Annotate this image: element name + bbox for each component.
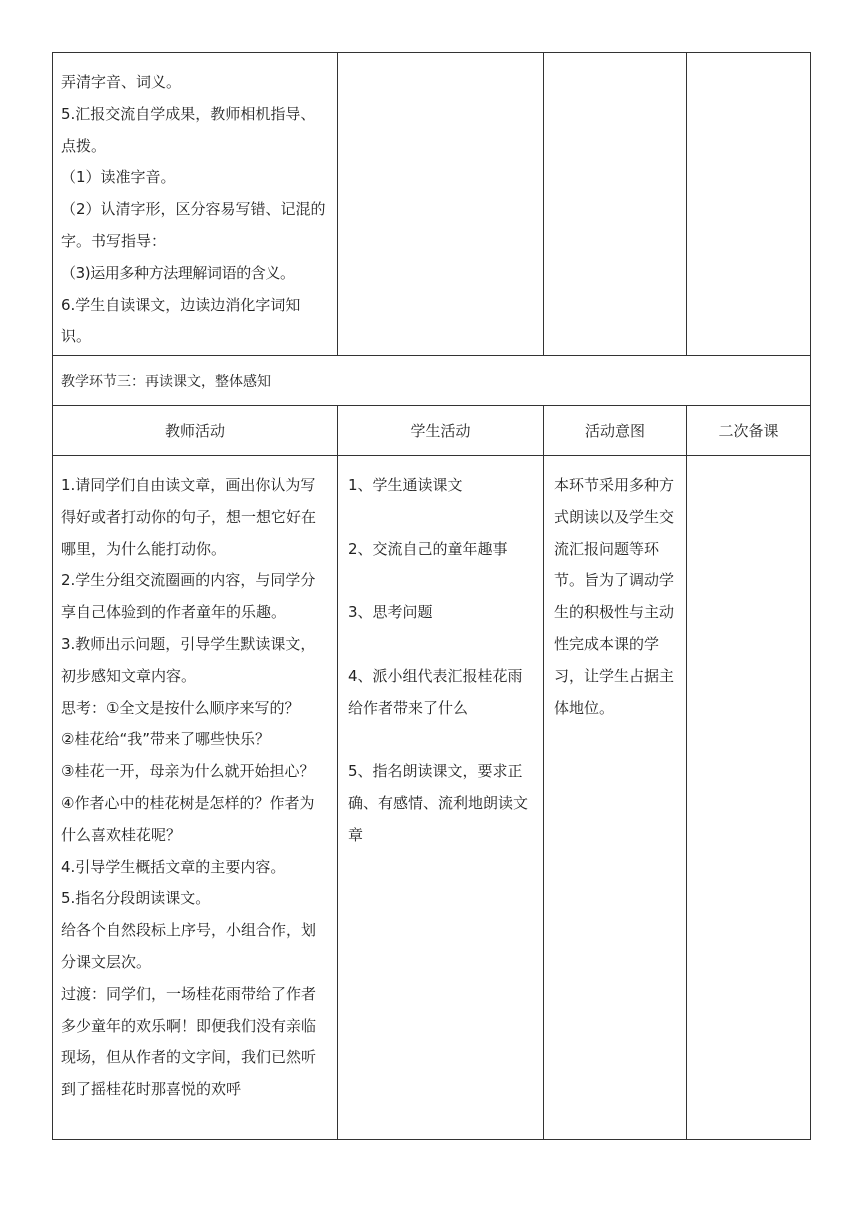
teacher-activity-text-top [53, 53, 337, 353]
table-row-main [53, 456, 811, 1140]
header-second-prep: 二次备课 [687, 406, 811, 456]
header-student-activity: 学生活动 [338, 406, 544, 456]
text-line: 5.指名分段朗读课文。 [61, 889, 211, 908]
text-line: （3)运用多种方法理解词语的含义。 [61, 263, 295, 282]
text-line: ②桂花给“我”带来了哪些快乐？ [61, 730, 270, 749]
teacher-activity-cell [53, 456, 338, 1140]
text-line: 5、指名朗读课文，要求正确、有感情、流利地朗读文章 [348, 762, 529, 844]
text-line: 过渡：同学们，一场桂花雨带给了作者多少童年的欢乐啊！即便我们没有亲临现场，但从作者的文字间，我们已然听到了摇桂花时那喜悦的欢呼 [61, 984, 317, 1099]
text-line: 1、学生通读课文 [348, 476, 463, 494]
table-row-continued [53, 53, 811, 356]
intent-text: 本环节采用多种方式朗读以及学生交流汇报问题等环节。旨为了调动学生的积极性与主动性完成本课的学习，让学生占据主体地位。 [554, 476, 675, 717]
text-line: 1.请同学们自由读文章，画出你认为写得好或者打动你的句子，想一想它好在哪里，为什么能打动你。 [61, 476, 317, 558]
text-line: ③桂花一开，母亲为什么就开始担心？ [61, 762, 315, 781]
text-line: 5.汇报交流自学成果，教师相机指导、点拨。 [61, 104, 316, 155]
text-line: 2.学生分组交流圈画的内容，与同学分享自己体验到的作者童年的乐趣。 [61, 571, 316, 622]
text-line: 6.学生自读课文，边读边消化字词知识。 [61, 295, 301, 346]
text-line: 4、派小组代表汇报桂花雨给作者带来了什么 [348, 666, 523, 717]
second-prep-cell-top [687, 53, 811, 356]
section-title-row [53, 356, 811, 406]
text-line: 弄清字音、词义。 [61, 73, 182, 91]
student-activity-text [338, 456, 543, 852]
text-line: 思考：①全文是按什么顺序来写的？ [61, 698, 300, 717]
intent-cell-top [544, 53, 687, 356]
section-title: 教学环节三：再读课文，整体感知 [53, 356, 811, 406]
text-line: 2、交流自己的童年趣事 [348, 539, 508, 558]
text-line: （2）认清字形，区分容易写错、记混的字。书写指导： [61, 200, 326, 250]
text-line: （1）读准字音。 [61, 168, 176, 187]
teacher-activity-text [53, 456, 337, 1106]
student-activity-cell [338, 456, 544, 1140]
teacher-activity-cell-top [53, 53, 338, 356]
text-line: 3.教师出示问题，引导学生默读课文，初步感知文章内容。 [61, 634, 316, 685]
second-prep-cell [687, 456, 811, 1140]
intent-cell [544, 456, 687, 1140]
text-line: ④作者心中的桂花树是怎样的？作者为什么喜欢桂花呢？ [61, 793, 315, 844]
header-activity-intent: 活动意图 [544, 406, 687, 456]
text-line: 4.引导学生概括文章的主要内容。 [61, 857, 286, 876]
text-line: 给各个自然段标上序号，小组合作，划分课文层次。 [61, 921, 317, 971]
text-line: 3、思考问题 [348, 603, 433, 622]
lesson-plan-table [52, 52, 811, 1140]
header-teacher-activity: 教师活动 [53, 406, 338, 456]
header-row [53, 406, 811, 456]
student-activity-cell-top [338, 53, 544, 356]
